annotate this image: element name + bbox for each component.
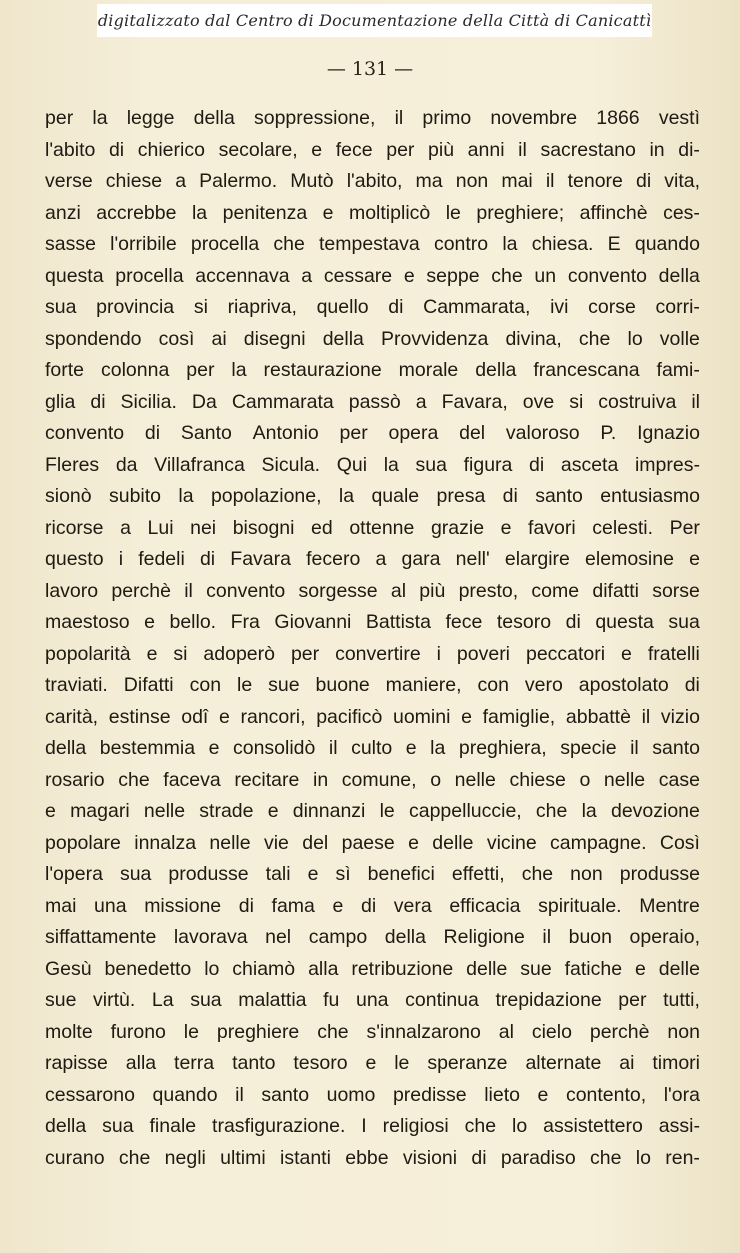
text-line: convento di Santo Antonio per opera del valoroso P. Ignazio bbox=[45, 422, 700, 444]
text-line: per la legge della soppressione, il primo novembre 1866 vestì bbox=[45, 107, 700, 129]
text-line: sionò subito la popolazione, la quale presa di santo entusiasmo bbox=[45, 485, 700, 507]
text-line: spondendo così ai disegni della Provvidenza divina, che lo volle bbox=[45, 327, 700, 350]
text-line: della bestemmia e consolidò il culto e la preghiera, specie il santo bbox=[45, 737, 700, 759]
text-line: questo i fedeli di Favara fecero a gara nell' elargire elemosine e bbox=[45, 548, 700, 570]
body-text bbox=[45, 103, 700, 1174]
text-line: sasse l'orribile procella che tempestava contro la chiesa. E quando bbox=[45, 233, 700, 255]
text-line: traviati. Difatti con le sue buone maniere, con vero apostolato di bbox=[45, 674, 700, 696]
text-line: rapisse alla terra tanto tesoro e le speranze alternate ai timori bbox=[45, 1052, 700, 1074]
text-line: l'abito di chierico secolare, e fece per più anni il sacrestano in di- bbox=[45, 138, 700, 161]
text-line: molte furono le preghiere che s'innalzarono al cielo perchè non bbox=[45, 1020, 700, 1043]
text-line: verse chiese a Palermo. Mutò l'abito, ma non mai il tenore di vita, bbox=[45, 170, 700, 192]
page-number: — 131 — bbox=[326, 58, 414, 80]
text-line: curano che negli ultimi istanti ebbe visioni di paradiso che lo ren- bbox=[45, 1146, 700, 1169]
text-line: della sua finale trasfigurazione. I religiosi che lo assistettero assi- bbox=[45, 1115, 700, 1137]
text-line: glia di Sicilia. Da Cammarata passò a Favara, ove si costruiva il bbox=[45, 390, 700, 413]
text-line: lavoro perchè il convento sorgesse al più presto, come difatti sorse bbox=[45, 579, 700, 602]
text-line: mai una missione di fama e di vera efficacia spirituale. Mentre bbox=[45, 894, 700, 917]
text-line: siffattamente lavorava nel campo della Religione il buon operaio, bbox=[45, 926, 700, 948]
text-line: rosario che faceva recitare in comune, o nelle chiese o nelle case bbox=[45, 768, 700, 791]
digitization-watermark: digitalizzato dal Centro di Documentazione della Città di Canicattì bbox=[97, 4, 652, 37]
text-line: ricorse a Lui nei bisogni ed ottenne grazie e favori celesti. Per bbox=[45, 516, 700, 539]
text-line: questa procella accennava a cessare e seppe che un convento della bbox=[45, 264, 700, 287]
text-line: carità, estinse odî e rancori, pacificò uomini e famiglie, abbattè il vizio bbox=[45, 705, 700, 728]
text-line: sue virtù. La sua malattia fu una continua trepidazione per tutti, bbox=[45, 989, 700, 1011]
text-line: anzi accrebbe la penitenza e moltiplicò le preghiere; affinchè ces- bbox=[45, 201, 700, 224]
text-line: popolare innalza nelle vie del paese e delle vicine campagne. Così bbox=[45, 831, 700, 854]
text-line: sua provincia si riapriva, quello di Cammarata, ivi corse corri- bbox=[45, 296, 700, 318]
text-line: Fleres da Villafranca Sicula. Qui la sua figura di asceta impres- bbox=[45, 453, 700, 476]
text-line: l'opera sua produsse tali e sì benefici effetti, che non produsse bbox=[45, 863, 700, 885]
text-line: popolarità e si adoperò per convertire i poveri peccatori e fratelli bbox=[45, 642, 700, 665]
text-line: e magari nelle strade e dinnanzi le cappelluccie, che la devozione bbox=[45, 800, 700, 822]
text-line: forte colonna per la restaurazione morale della francescana fami- bbox=[45, 359, 700, 381]
text-line: Gesù benedetto lo chiamò alla retribuzione delle sue fatiche e delle bbox=[45, 957, 700, 980]
text-line: maestoso e bello. Fra Giovanni Battista fece tesoro di questa sua bbox=[45, 611, 700, 633]
text-line: cessarono quando il santo uomo predisse lieto e contento, l'ora bbox=[45, 1083, 700, 1106]
